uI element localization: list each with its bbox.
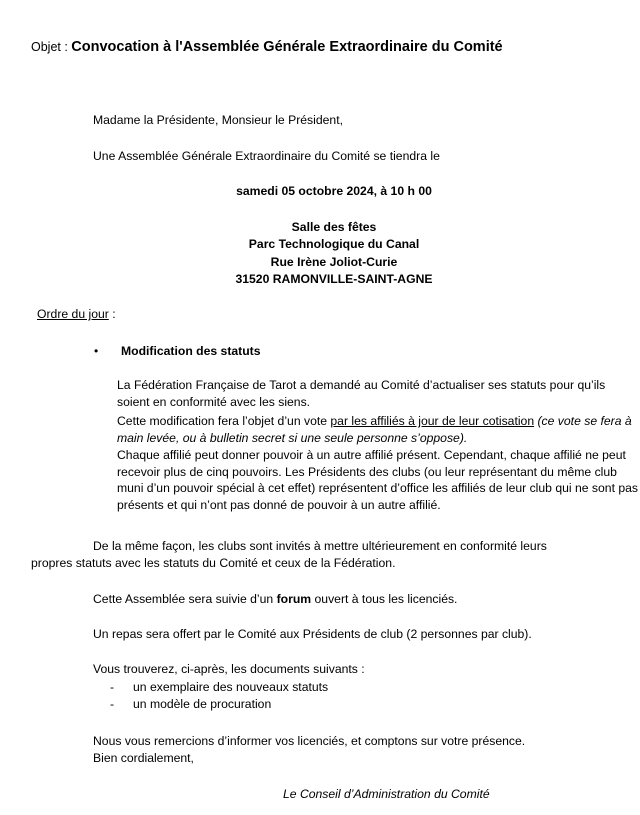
document-item-statuts: un exemplaire des nouveaux statuts	[133, 680, 329, 694]
signature: Le Conseil d’Administration du Comité	[283, 787, 490, 801]
vote-method-note: (ce vote se fera à main levée, ou à bulletin secret si une seule personne s’oppose).	[117, 414, 632, 445]
meal-paragraph: Un repas sera offert par le Comité aux Présidents de club (2 personnes par club).	[93, 627, 532, 641]
agenda-paragraph-3: Chaque affilié peut donner pouvoir à un autre affilié présent. Cependant, chaque affilié ne peut recevoir plus de cinq pouvoirs. Les Présidents des clubs (ou leur représentant du même club muni d’un pouvoir spécial à cet effet) représentent d’office les affiliés de leur club qui ne sont pas présents et qui n’ont pas donné de pouvoir à un autre affilié.	[117, 448, 638, 512]
clubs-paragraph-line-2: propres statuts avec les statuts du Comité et ceux de la Fédération.	[31, 556, 396, 570]
vote-text: Cette modification fera l’objet d’un vote	[117, 414, 331, 428]
intro-text: Une Assemblée Générale Extraordinaire du Comité se tiendra le	[93, 149, 440, 163]
salutation: Madame la Présidente, Monsieur le Président,	[93, 113, 343, 127]
document-item-procuration: un modèle de procuration	[133, 697, 272, 711]
forum-prefix: Cette Assemblée sera suivie d’un	[93, 592, 277, 606]
subject-line	[31, 39, 503, 56]
bullet-icon: •	[94, 344, 99, 358]
agenda-paragraph-2	[117, 413, 639, 446]
venue-line-1: Salle des fêtes	[291, 220, 377, 234]
meeting-date: samedi 05 octobre 2024, à 10 h 00	[236, 184, 432, 198]
agenda-heading	[37, 306, 116, 323]
documents-intro: Vous trouverez, ci-après, les documents suivants :	[93, 662, 365, 676]
vote-eligibility: par les affiliés à jour de leur cotisation	[330, 414, 535, 428]
agenda-label-suffix: :	[108, 307, 116, 321]
dash-icon: -	[110, 697, 115, 711]
closing-line-1: Nous vous remercions d’informer vos licenciés, et comptons sur votre présence.	[93, 734, 526, 748]
forum-word: forum	[276, 592, 312, 606]
forum-suffix: ouvert à tous les licenciés.	[311, 592, 458, 606]
forum-paragraph	[93, 591, 457, 608]
closing-line-2: Bien cordialement,	[93, 751, 194, 765]
agenda-label: Ordre du jour	[37, 307, 109, 321]
agenda-paragraph-1: La Fédération Française de Tarot a demandé au Comité d’actualiser ses statuts pour qu’ils soient en conformité avec les siens.	[117, 378, 606, 409]
dash-icon: -	[110, 680, 115, 694]
subject-title: Convocation à l'Assemblée Générale Extraordinaire du Comité	[71, 39, 503, 55]
venue-line-2: Parc Technologique du Canal	[248, 237, 420, 251]
venue-line-4: 31520 RAMONVILLE-SAINT-AGNE	[235, 272, 433, 286]
agenda-item-title: Modification des statuts	[121, 344, 261, 358]
venue-line-3: Rue Irène Joliot-Curie	[270, 255, 398, 269]
clubs-paragraph-line-1: De la même façon, les clubs sont invités à mettre ultérieurement en conformité leurs	[93, 539, 547, 553]
objet-label: Objet :	[31, 40, 72, 54]
